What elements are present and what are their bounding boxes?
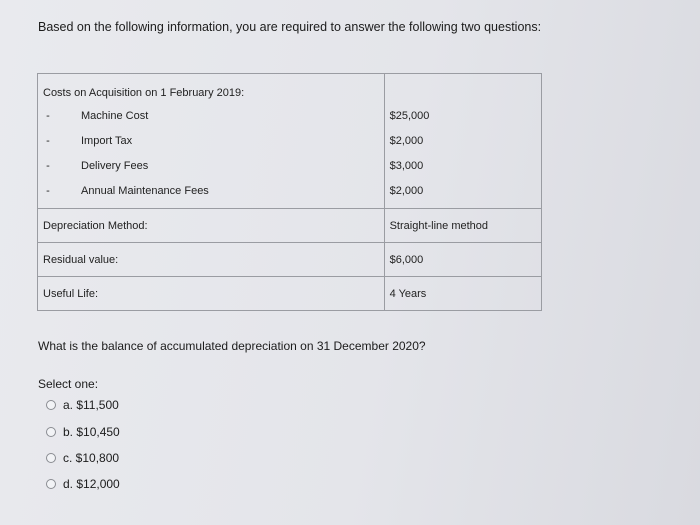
radio-icon[interactable] bbox=[46, 400, 56, 410]
radio-icon[interactable] bbox=[46, 479, 56, 489]
cost-dash: - bbox=[46, 159, 50, 172]
option-a[interactable] bbox=[46, 398, 119, 412]
option-label: c. $10,800 bbox=[63, 451, 120, 465]
depreciation-label: Depreciation Method: bbox=[38, 209, 385, 243]
cost-item bbox=[43, 129, 379, 154]
question-text: What is the balance of accumulated depreciation on 31 December 2020? bbox=[38, 339, 426, 353]
option-d[interactable] bbox=[46, 477, 120, 491]
cost-value: $2,000 bbox=[389, 185, 424, 197]
useful-life-label: Useful Life: bbox=[38, 277, 385, 311]
useful-life-value: 4 Years bbox=[384, 277, 541, 311]
residual-value: $6,000 bbox=[384, 243, 541, 277]
costs-heading: Costs on Acquisition on 1 February 2019: bbox=[43, 86, 245, 99]
option-c[interactable] bbox=[46, 451, 119, 465]
radio-icon[interactable] bbox=[46, 427, 56, 437]
option-label: d. $12,000 bbox=[63, 477, 120, 491]
select-prompt: Select one: bbox=[38, 377, 99, 391]
cost-label: Machine Cost bbox=[81, 109, 149, 122]
costs-row bbox=[38, 74, 542, 209]
residual-row bbox=[38, 243, 542, 277]
cost-value: $3,000 bbox=[389, 160, 424, 172]
costs-label-cell bbox=[38, 74, 385, 209]
radio-icon[interactable] bbox=[46, 453, 56, 463]
useful-life-row bbox=[38, 277, 542, 311]
cost-dash: - bbox=[46, 109, 50, 122]
cost-item bbox=[43, 104, 379, 129]
cost-value: $25,000 bbox=[389, 110, 430, 122]
cost-label: Import Tax bbox=[81, 134, 133, 147]
cost-dash: - bbox=[46, 184, 50, 197]
intro-text: Based on the following information, you are required to answer the following two questions: bbox=[38, 20, 542, 34]
option-b[interactable] bbox=[46, 425, 120, 439]
cost-item bbox=[43, 154, 379, 179]
info-table bbox=[37, 73, 542, 311]
option-label: b. $10,450 bbox=[63, 425, 120, 439]
depreciation-value: Straight-line method bbox=[384, 209, 541, 243]
cost-item bbox=[43, 179, 379, 204]
cost-dash: - bbox=[46, 134, 50, 147]
cost-value: $2,000 bbox=[389, 135, 424, 147]
option-label: a. $11,500 bbox=[63, 398, 119, 412]
cost-label: Delivery Fees bbox=[81, 159, 149, 172]
residual-label: Residual value: bbox=[38, 243, 385, 277]
depreciation-row bbox=[38, 209, 542, 243]
cost-label: Annual Maintenance Fees bbox=[81, 184, 209, 197]
costs-value-cell bbox=[384, 74, 541, 209]
